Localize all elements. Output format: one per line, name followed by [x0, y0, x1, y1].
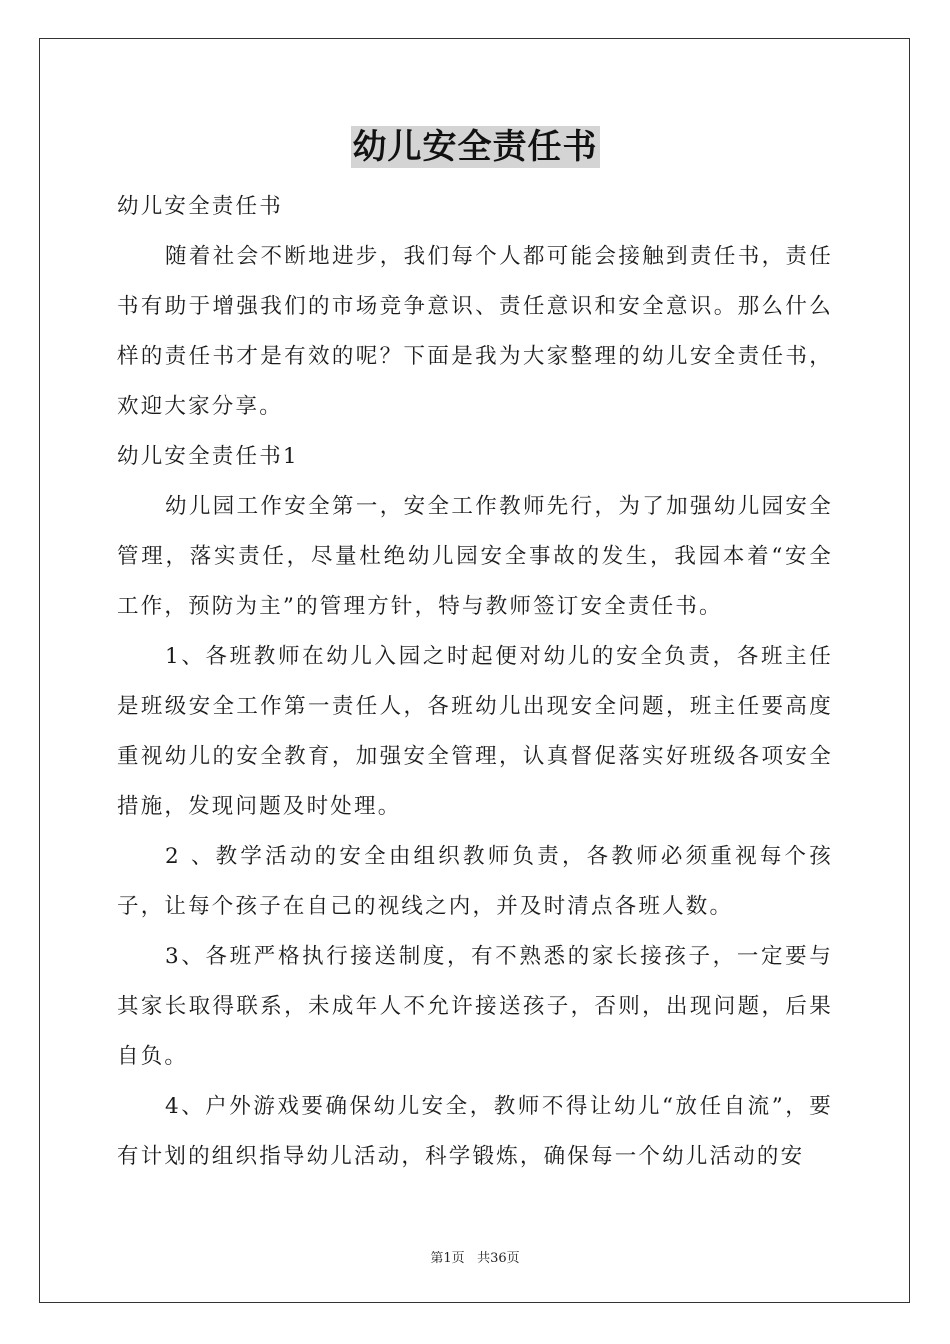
paragraph: 幼儿园工作安全第一，安全工作教师先行，为了加强幼儿园安全管理，落实责任，尽量杜绝幼儿园安全事故的发生，我园本着“安全工作，预防为主”的管理方针，特与教师签订安全责任书。	[117, 494, 833, 619]
page-number: 第1页	[430, 1251, 465, 1266]
page-total: 共36页	[477, 1251, 520, 1266]
section-heading: 幼儿安全责任书	[117, 194, 283, 219]
document-body	[117, 182, 833, 1182]
title-container	[0, 126, 950, 168]
paragraph: 3、各班严格执行接送制度，有不熟悉的家长接孩子，一定要与其家长取得联系，未成年人不允许接送孩子，否则，出现问题，后果自负。	[117, 944, 833, 1069]
paragraph: 4、户外游戏要确保幼儿安全，教师不得让幼儿“放任自流”，要有计划的组织指导幼儿活动，科学锻炼，确保每一个幼儿活动的安	[117, 1094, 833, 1169]
paragraph: 2 、教学活动的安全由组织教师负责，各教师必须重视每个孩子，让每个孩子在自己的视线之内，并及时清点各班人数。	[117, 844, 833, 919]
section-heading: 幼儿安全责任书1	[117, 444, 299, 469]
page-footer	[0, 1247, 950, 1266]
paragraph: 随着社会不断地进步，我们每个人都可能会接触到责任书，责任书有助于增强我们的市场竞争意识、责任意识和安全意识。那么什么样的责任书才是有效的呢？下面是我为大家整理的幼儿安全责任书，欢迎大家分享。	[117, 244, 833, 419]
document-title: 幼儿安全责任书	[352, 127, 598, 167]
paragraph: 1、各班教师在幼儿入园之时起便对幼儿的安全负责，各班主任是班级安全工作第一责任人，各班幼儿出现安全问题，班主任要高度重视幼儿的安全教育，加强安全管理，认真督促落实好班级各项安全措施，发现问题及时处理。	[117, 644, 833, 819]
